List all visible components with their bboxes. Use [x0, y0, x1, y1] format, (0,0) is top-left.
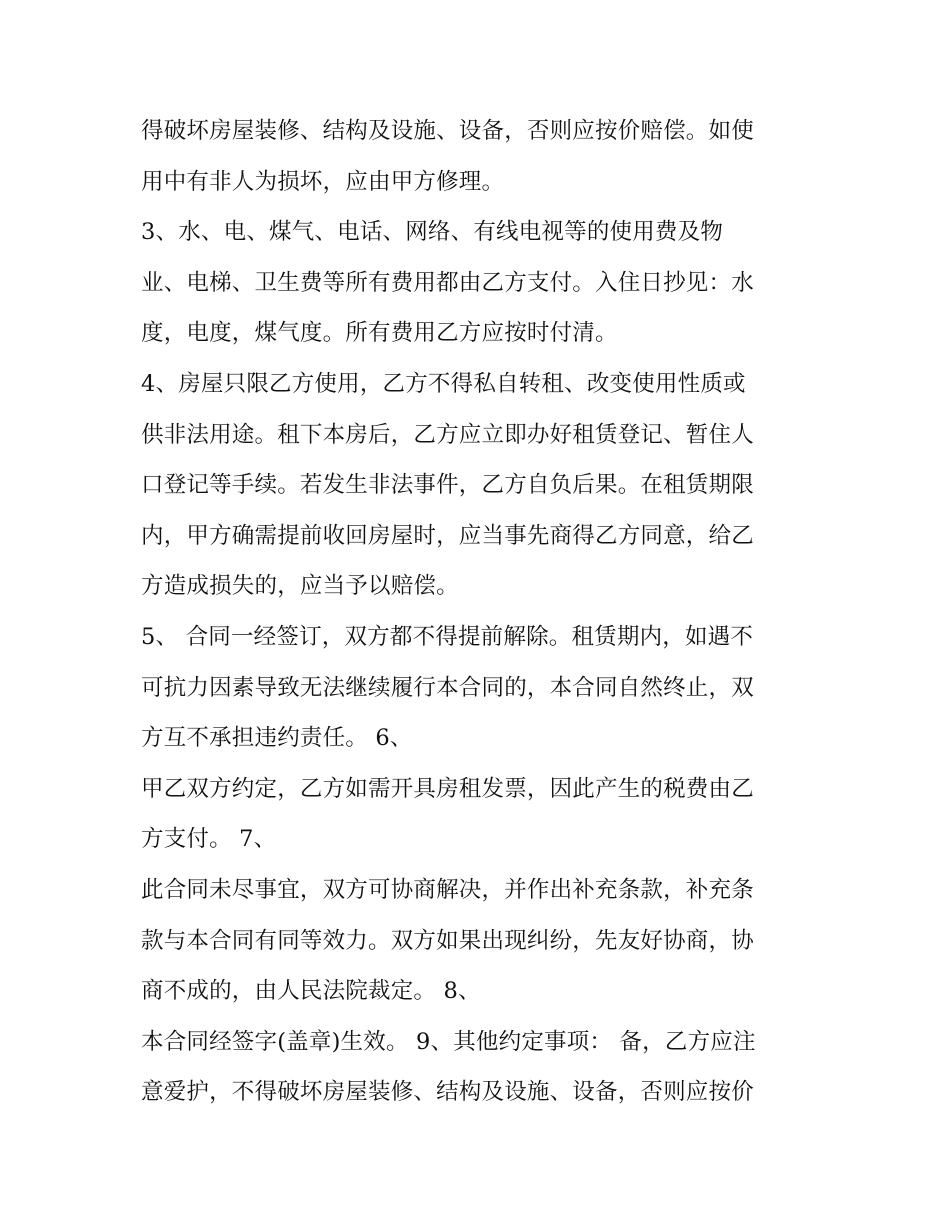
text-line: 方支付。 7、 — [141, 826, 277, 853]
text-line: 5、 合同一经签订，双方都不得提前解除。租赁期内，如遇不 — [141, 623, 754, 650]
text-line: 方互不承担违约责任。 6、 — [141, 725, 413, 752]
text-line: 3、水、电、煤气、电话、网络、有线电视等的使用费及物 — [141, 219, 724, 246]
contract-text — [141, 106, 821, 1118]
text-line: 4、房屋只限乙方使用，乙方不得私自转租、改变使用性质或 — [141, 370, 746, 397]
text-line: 意爱护，不得破坏房屋装修、结构及设施、设备，否则应按价 — [141, 1079, 754, 1106]
text-line: 用中有非人为损坏，应由甲方修理。 — [141, 168, 505, 195]
text-line: 方造成损失的，应当予以赔偿。 — [141, 573, 459, 600]
text-line: 口登记等手续。若发生非法事件，乙方自负后果。在租赁期限 — [141, 472, 754, 499]
text-line: 内，甲方确需提前收回房屋时，应当事先商得乙方同意，给乙 — [141, 522, 754, 549]
text-line: 甲乙双方约定，乙方如需开具房租发票，因此产生的税费由乙 — [141, 775, 754, 802]
text-line: 得破坏房屋装修、结构及设施、设备，否则应按价赔偿。如使 — [141, 118, 754, 144]
text-line: 本合同经签字(盖章)生效。 9、其他约定事项： 备，乙方应注 — [141, 1028, 756, 1055]
text-line: 度，电度，煤气度。所有费用乙方应按时付清。 — [141, 320, 618, 347]
text-line: 款与本合同有同等效力。双方如果出现纠纷，先友好协商，协 — [141, 927, 754, 954]
text-line: 商不成的，由人民法院裁定。 8、 — [141, 978, 481, 1005]
text-line: 供非法用途。租下本房后，乙方应立即办好租赁登记、暂住人 — [141, 421, 754, 448]
text-line: 业、电梯、卫生费等所有费用都由乙方支付。入住日抄见：水 — [141, 269, 754, 296]
text-line: 可抗力因素导致无法继续履行本合同的，本合同自然终止，双 — [141, 674, 754, 701]
text-line: 此合同未尽事宜，双方可协商解决，并作出补充条款，补充条 — [141, 876, 754, 903]
